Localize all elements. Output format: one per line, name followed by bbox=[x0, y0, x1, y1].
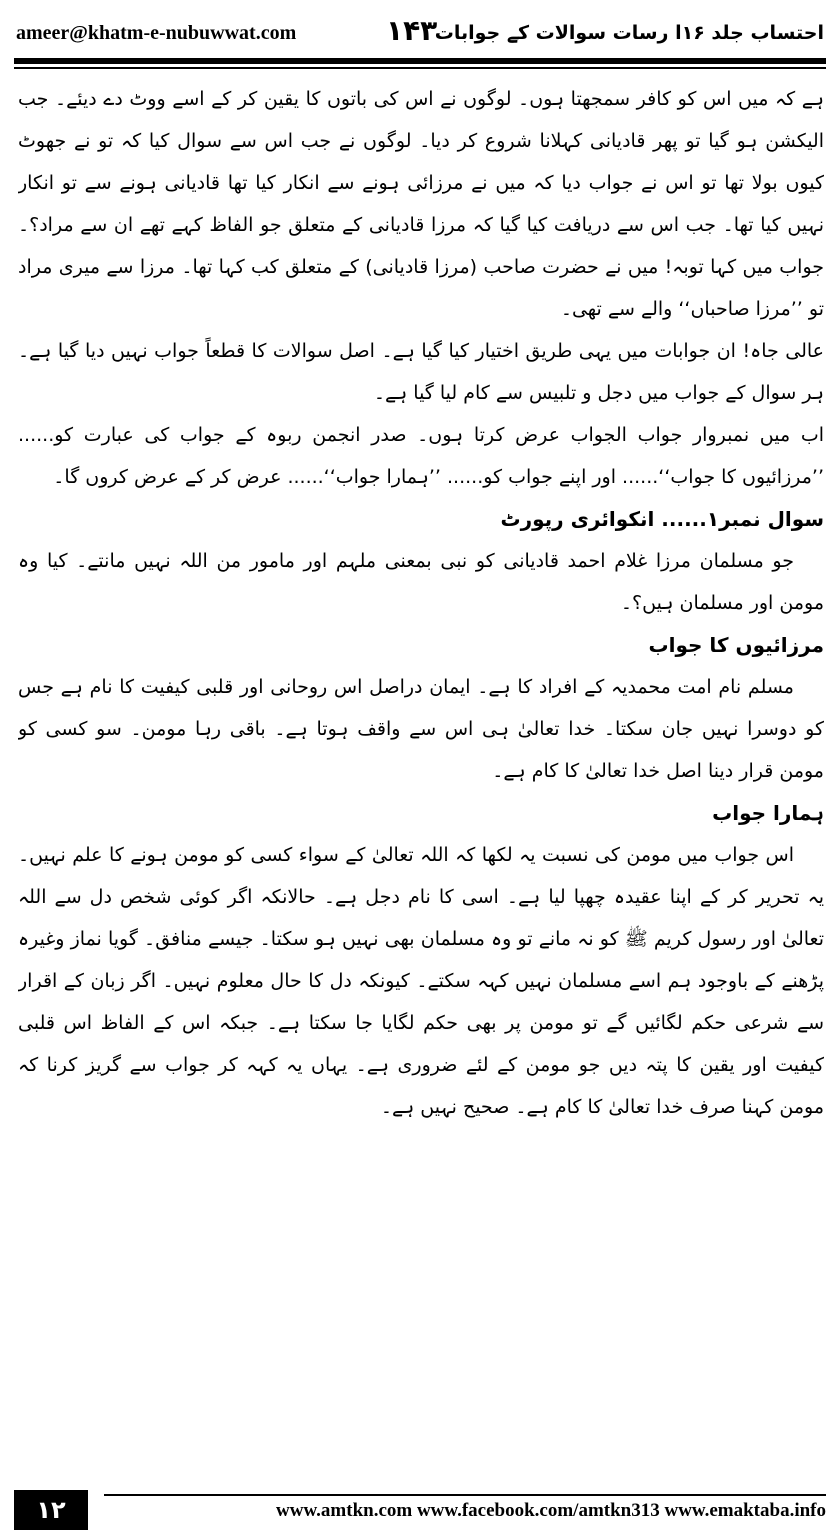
document-body bbox=[18, 78, 824, 1468]
footer-urls[interactable]: www.amtkn.com www.facebook.com/amtkn313 www.emaktaba.info bbox=[276, 1500, 826, 1521]
heading-question-1: سوال نمبر۱...... انکوائری رپورٹ bbox=[500, 507, 824, 531]
header-divider-thick bbox=[14, 58, 826, 64]
header-divider-thin bbox=[14, 67, 826, 69]
footer-divider bbox=[104, 1494, 826, 1496]
paragraph-mirzai-answer: مسلم نام امت محمدیہ کے افراد کا ہے۔ ایمان دراصل اس روحانی اور قلبی کیفیت کا نام ہے جس کو دوسرا نہیں جان سکتا۔ خدا تعالیٰ ہی اس سے واقف ہوتا ہے۔ باقی رہا مومن۔ سو کسی کو مومن قرار دینا اصل خدا تعالیٰ کا کام ہے۔ bbox=[18, 676, 824, 782]
header-title: احتساب جلد ۱۶ا رسات سوالات کے جوابات bbox=[434, 22, 824, 44]
paragraph-2: عالی جاہ! ان جوابات میں یہی طریق اختیار کیا گیا ہے۔ اصل سوالات کا قطعاً جواب نہیں دیا گیا ہے۔ ہر سوال کے جواب میں دجل و تلبیس سے کام لیا گیا ہے۔ bbox=[18, 340, 824, 404]
paragraph-our-answer: اس جواب میں مومن کی نسبت یہ لکھا کہ اللہ تعالیٰ کے سواء کسی کو مومن ہونے کا علم نہیں۔ یہ تحریر کر کے اپنا عقیدہ چھپا لیا ہے۔ اسی کا نام دجل ہے۔ حالانکہ اگر کوئی شخص دل سے اللہ تعالیٰ اور رسول کریم ﷺ کو نہ مانے تو وہ مسلمان بھی نہیں ہو سکتا۔ جیسے منافق۔ گویا نماز وغیرہ پڑھنے کے باوجود ہم اسے مسلمان نہیں کہہ سکتے۔ کیونکہ دل کا حال معلوم نہیں۔ اگر زبان کے اقرار سے شرعی حکم لگائیں گے تو مومن پر بھی حکم لگایا جا سکتا ہے۔ جبکہ اس کے الفاظ اس قلبی کیفیت اور یقین کا پتہ دیں جو مومن کے لئے ضروری ہے۔ یہاں یہ کہہ کر جواب سے گریز کرنا کہ مومن کہنا صرف خدا تعالیٰ کا کام ہے۔ صحیح نہیں ہے۔ bbox=[18, 844, 824, 1118]
heading-our-answer: ہمارا جواب bbox=[712, 801, 824, 825]
paragraph-1: ہے کہ میں اس کو کافر سمجھتا ہوں۔ لوگوں نے اس کی باتوں کا یقین کر کے اسے ووٹ دے دیئے۔ جب الیکشن ہو گیا تو پھر قادیانی کہلانا شروع کر دیا۔ لوگوں نے جب اس سے سوال کیا کہ تو نے جھوٹ کیوں بولا تھا تو اس نے جواب دیا کہ میں نے مرزائی ہونے سے انکار کیا تھا قادیانی ہونے سے تو انکار نہیں کیا تھا۔ جب اس سے دریافت کیا گیا کہ مرزا قادیانی کے متعلق جو الفاظ کہے تھے ان سے مراد؟۔ جواب میں کہا توبہ! میں نے حضرت صاحب (مرزا قادیانی) کے متعلق کب کہا تھا۔ مرزا سے میری مراد تو ’’مرزا صاحباں‘‘ والے سے تھی۔ bbox=[18, 88, 824, 320]
header-page-number: ۱۴۳ bbox=[386, 14, 438, 47]
paragraph-question-text: جو مسلمان مرزا غلام احمد قادیانی کو نبی بمعنی ملہم اور مامور من اللہ نہیں مانتے۔ کیا وہ مومن اور مسلمان ہیں؟۔ bbox=[18, 550, 824, 614]
heading-mirzai-answer: مرزائیوں کا جواب bbox=[648, 633, 824, 657]
page-footer bbox=[14, 1490, 826, 1530]
paragraph-3: اب میں نمبروار جواب الجواب عرض کرتا ہوں۔ صدر انجمن ربوہ کے جواب کی عبارت کو...... ’’مرزائیوں کا جواب‘‘...... اور اپنے جواب کو...... ’’ہمارا جواب‘‘...... عرض کر کے عرض کروں گا۔ bbox=[18, 424, 824, 488]
header-email-link[interactable]: ameer@khatm-e-nubuwwat.com bbox=[16, 22, 297, 44]
footer-page-number: ۱۲ bbox=[14, 1490, 88, 1530]
page-header bbox=[14, 14, 826, 54]
